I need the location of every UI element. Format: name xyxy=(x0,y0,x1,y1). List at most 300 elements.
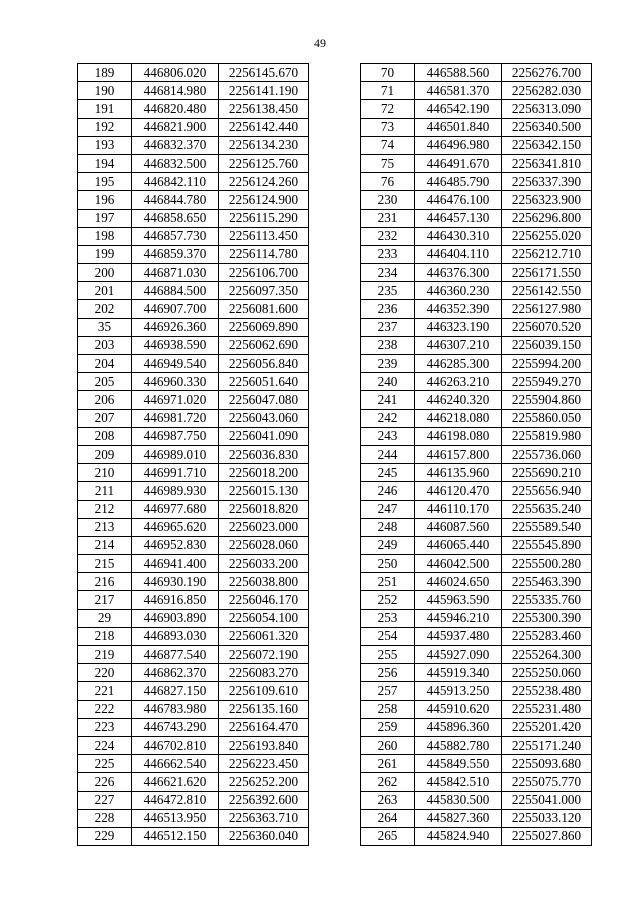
page-number: 49 xyxy=(314,36,326,50)
table-row xyxy=(78,773,309,791)
x-coordinate-cell: 446307.210 xyxy=(415,336,502,354)
y-coordinate-cell: 2256015.130 xyxy=(219,482,309,500)
x-coordinate-cell: 446960.330 xyxy=(132,373,219,391)
point-id-cell: 196 xyxy=(78,191,132,209)
x-coordinate-cell: 446814.980 xyxy=(132,82,219,100)
y-coordinate-cell: 2256106.700 xyxy=(219,264,309,282)
y-coordinate-cell: 2256018.820 xyxy=(219,500,309,518)
point-id-cell: 229 xyxy=(78,827,132,845)
x-coordinate-cell: 446916.850 xyxy=(132,591,219,609)
y-coordinate-cell: 2256313.090 xyxy=(502,100,592,118)
point-id-cell: 255 xyxy=(361,646,415,664)
table-row xyxy=(78,136,309,154)
table-row xyxy=(78,282,309,300)
x-coordinate-cell: 445849.550 xyxy=(415,755,502,773)
point-id-cell: 254 xyxy=(361,627,415,645)
table-row xyxy=(78,191,309,209)
x-coordinate-cell: 446513.950 xyxy=(132,809,219,827)
table-row xyxy=(361,409,592,427)
x-coordinate-cell: 446621.620 xyxy=(132,773,219,791)
table-row xyxy=(361,118,592,136)
point-id-cell: 228 xyxy=(78,809,132,827)
point-id-cell: 198 xyxy=(78,227,132,245)
table-row xyxy=(361,755,592,773)
point-id-cell: 213 xyxy=(78,518,132,536)
y-coordinate-cell: 2256124.260 xyxy=(219,173,309,191)
y-coordinate-cell: 2255231.480 xyxy=(502,700,592,718)
y-coordinate-cell: 2255589.540 xyxy=(502,518,592,536)
x-coordinate-cell: 445963.590 xyxy=(415,591,502,609)
x-coordinate-cell: 446157.800 xyxy=(415,445,502,463)
x-coordinate-cell: 446198.080 xyxy=(415,427,502,445)
x-coordinate-cell: 445946.210 xyxy=(415,609,502,627)
table-row xyxy=(78,64,309,82)
y-coordinate-cell: 2256051.640 xyxy=(219,373,309,391)
y-coordinate-cell: 2255283.460 xyxy=(502,627,592,645)
point-id-cell: 265 xyxy=(361,827,415,845)
point-id-cell: 200 xyxy=(78,264,132,282)
point-id-cell: 209 xyxy=(78,445,132,463)
table-row xyxy=(78,336,309,354)
y-coordinate-cell: 2256340.500 xyxy=(502,118,592,136)
y-coordinate-cell: 2256115.290 xyxy=(219,209,309,227)
point-id-cell: 236 xyxy=(361,300,415,318)
y-coordinate-cell: 2256282.030 xyxy=(502,82,592,100)
y-coordinate-cell: 2256255.020 xyxy=(502,227,592,245)
table-row xyxy=(361,82,592,100)
y-coordinate-cell: 2256070.520 xyxy=(502,318,592,336)
y-coordinate-cell: 2255994.200 xyxy=(502,355,592,373)
x-coordinate-cell: 446965.620 xyxy=(132,518,219,536)
x-coordinate-cell: 446938.590 xyxy=(132,336,219,354)
x-coordinate-cell: 446989.930 xyxy=(132,482,219,500)
y-coordinate-cell: 2256127.980 xyxy=(502,300,592,318)
table-row xyxy=(78,318,309,336)
y-coordinate-cell: 2256135.160 xyxy=(219,700,309,718)
y-coordinate-cell: 2256223.450 xyxy=(219,755,309,773)
x-coordinate-cell: 446404.110 xyxy=(415,245,502,263)
table-row xyxy=(361,482,592,500)
table-row xyxy=(361,573,592,591)
x-coordinate-cell: 446087.560 xyxy=(415,518,502,536)
table-row xyxy=(361,646,592,664)
y-coordinate-cell: 2255264.300 xyxy=(502,646,592,664)
point-id-cell: 257 xyxy=(361,682,415,700)
point-id-cell: 246 xyxy=(361,482,415,500)
table-row xyxy=(361,591,592,609)
y-coordinate-cell: 2255300.390 xyxy=(502,609,592,627)
table-row xyxy=(78,700,309,718)
point-id-cell: 192 xyxy=(78,118,132,136)
x-coordinate-cell: 446743.290 xyxy=(132,718,219,736)
y-coordinate-cell: 2255656.940 xyxy=(502,482,592,500)
x-coordinate-cell: 446893.030 xyxy=(132,627,219,645)
x-coordinate-cell: 446832.500 xyxy=(132,154,219,172)
table-row xyxy=(78,427,309,445)
x-coordinate-cell: 446430.310 xyxy=(415,227,502,245)
x-coordinate-cell: 446971.020 xyxy=(132,391,219,409)
y-coordinate-cell: 2255690.210 xyxy=(502,464,592,482)
point-id-cell: 227 xyxy=(78,791,132,809)
point-id-cell: 244 xyxy=(361,445,415,463)
point-id-cell: 221 xyxy=(78,682,132,700)
x-coordinate-cell: 446135.960 xyxy=(415,464,502,482)
table-row xyxy=(361,500,592,518)
point-id-cell: 206 xyxy=(78,391,132,409)
point-id-cell: 201 xyxy=(78,282,132,300)
x-coordinate-cell: 446987.750 xyxy=(132,427,219,445)
point-id-cell: 29 xyxy=(78,609,132,627)
y-coordinate-cell: 2255033.120 xyxy=(502,809,592,827)
table-row xyxy=(78,154,309,172)
x-coordinate-cell: 446877.540 xyxy=(132,646,219,664)
point-id-cell: 212 xyxy=(78,500,132,518)
point-id-cell: 70 xyxy=(361,64,415,82)
x-coordinate-cell: 446542.190 xyxy=(415,100,502,118)
y-coordinate-cell: 2256125.760 xyxy=(219,154,309,172)
point-id-cell: 207 xyxy=(78,409,132,427)
point-id-cell: 234 xyxy=(361,264,415,282)
y-coordinate-cell: 2256056.840 xyxy=(219,355,309,373)
point-id-cell: 253 xyxy=(361,609,415,627)
x-coordinate-cell: 445842.510 xyxy=(415,773,502,791)
x-coordinate-cell: 446884.500 xyxy=(132,282,219,300)
y-coordinate-cell: 2256061.320 xyxy=(219,627,309,645)
table-row xyxy=(78,464,309,482)
y-coordinate-cell: 2256039.150 xyxy=(502,336,592,354)
y-coordinate-cell: 2255819.980 xyxy=(502,427,592,445)
y-coordinate-cell: 2255250.060 xyxy=(502,664,592,682)
table-row xyxy=(361,154,592,172)
x-coordinate-cell: 445910.620 xyxy=(415,700,502,718)
point-id-cell: 210 xyxy=(78,464,132,482)
y-coordinate-cell: 2256337.390 xyxy=(502,173,592,191)
table-row xyxy=(361,809,592,827)
y-coordinate-cell: 2256109.610 xyxy=(219,682,309,700)
x-coordinate-cell: 446858.650 xyxy=(132,209,219,227)
point-id-cell: 191 xyxy=(78,100,132,118)
table-row xyxy=(78,500,309,518)
x-coordinate-cell: 446360.230 xyxy=(415,282,502,300)
y-coordinate-cell: 2255335.760 xyxy=(502,591,592,609)
point-id-cell: 75 xyxy=(361,154,415,172)
y-coordinate-cell: 2256134.230 xyxy=(219,136,309,154)
y-coordinate-cell: 2256212.710 xyxy=(502,245,592,263)
x-coordinate-cell: 446110.170 xyxy=(415,500,502,518)
x-coordinate-cell: 445824.940 xyxy=(415,827,502,845)
y-coordinate-cell: 2256342.150 xyxy=(502,136,592,154)
y-coordinate-cell: 2255904.860 xyxy=(502,391,592,409)
table-row xyxy=(78,664,309,682)
table-row xyxy=(78,82,309,100)
table-row xyxy=(78,482,309,500)
x-coordinate-cell: 446581.370 xyxy=(415,82,502,100)
y-coordinate-cell: 2255093.680 xyxy=(502,755,592,773)
y-coordinate-cell: 2256164.470 xyxy=(219,718,309,736)
point-id-cell: 222 xyxy=(78,700,132,718)
table-row xyxy=(361,736,592,754)
point-id-cell: 197 xyxy=(78,209,132,227)
table-row xyxy=(78,355,309,373)
x-coordinate-cell: 446588.560 xyxy=(415,64,502,82)
y-coordinate-cell: 2256341.810 xyxy=(502,154,592,172)
coordinates-table-left xyxy=(77,63,309,846)
point-id-cell: 216 xyxy=(78,573,132,591)
table-row xyxy=(78,100,309,118)
table-row xyxy=(78,518,309,536)
y-coordinate-cell: 2255201.420 xyxy=(502,718,592,736)
x-coordinate-cell: 446702.810 xyxy=(132,736,219,754)
table-row xyxy=(361,227,592,245)
y-coordinate-cell: 2255463.390 xyxy=(502,573,592,591)
table-row xyxy=(361,700,592,718)
table-row xyxy=(361,245,592,263)
table-row xyxy=(78,555,309,573)
y-coordinate-cell: 2255171.240 xyxy=(502,736,592,754)
table-row xyxy=(361,791,592,809)
x-coordinate-cell: 446352.390 xyxy=(415,300,502,318)
table-row xyxy=(78,646,309,664)
point-id-cell: 218 xyxy=(78,627,132,645)
point-id-cell: 214 xyxy=(78,536,132,554)
y-coordinate-cell: 2255860.050 xyxy=(502,409,592,427)
y-coordinate-cell: 2255635.240 xyxy=(502,500,592,518)
x-coordinate-cell: 445882.780 xyxy=(415,736,502,754)
y-coordinate-cell: 2256252.200 xyxy=(219,773,309,791)
y-coordinate-cell: 2256124.900 xyxy=(219,191,309,209)
point-id-cell: 190 xyxy=(78,82,132,100)
y-coordinate-cell: 2256069.890 xyxy=(219,318,309,336)
table-row xyxy=(78,736,309,754)
point-id-cell: 239 xyxy=(361,355,415,373)
x-coordinate-cell: 446821.900 xyxy=(132,118,219,136)
x-coordinate-cell: 446218.080 xyxy=(415,409,502,427)
x-coordinate-cell: 446941.400 xyxy=(132,555,219,573)
y-coordinate-cell: 2256141.190 xyxy=(219,82,309,100)
table-row xyxy=(78,791,309,809)
x-coordinate-cell: 446827.150 xyxy=(132,682,219,700)
table-row xyxy=(78,809,309,827)
y-coordinate-cell: 2256023.000 xyxy=(219,518,309,536)
x-coordinate-cell: 445896.360 xyxy=(415,718,502,736)
table-row xyxy=(361,773,592,791)
x-coordinate-cell: 446862.370 xyxy=(132,664,219,682)
x-coordinate-cell: 446485.790 xyxy=(415,173,502,191)
point-id-cell: 224 xyxy=(78,736,132,754)
x-coordinate-cell: 446065.440 xyxy=(415,536,502,554)
y-coordinate-cell: 2255041.000 xyxy=(502,791,592,809)
table-row xyxy=(78,118,309,136)
table-row xyxy=(361,300,592,318)
x-coordinate-cell: 445827.360 xyxy=(415,809,502,827)
table-row xyxy=(78,300,309,318)
x-coordinate-cell: 446952.830 xyxy=(132,536,219,554)
table-row xyxy=(361,355,592,373)
x-coordinate-cell: 446907.700 xyxy=(132,300,219,318)
y-coordinate-cell: 2256323.900 xyxy=(502,191,592,209)
y-coordinate-cell: 2256054.100 xyxy=(219,609,309,627)
x-coordinate-cell: 446842.110 xyxy=(132,173,219,191)
table-row xyxy=(361,191,592,209)
x-coordinate-cell: 446832.370 xyxy=(132,136,219,154)
y-coordinate-cell: 2256138.450 xyxy=(219,100,309,118)
table-row xyxy=(78,227,309,245)
table-row xyxy=(361,282,592,300)
x-coordinate-cell: 446120.470 xyxy=(415,482,502,500)
point-id-cell: 233 xyxy=(361,245,415,263)
y-coordinate-cell: 2256036.830 xyxy=(219,445,309,463)
y-coordinate-cell: 2255500.280 xyxy=(502,555,592,573)
x-coordinate-cell: 446042.500 xyxy=(415,555,502,573)
table-row xyxy=(78,409,309,427)
y-coordinate-cell: 2256046.170 xyxy=(219,591,309,609)
point-id-cell: 248 xyxy=(361,518,415,536)
table-row xyxy=(361,682,592,700)
point-id-cell: 242 xyxy=(361,409,415,427)
y-coordinate-cell: 2256171.550 xyxy=(502,264,592,282)
x-coordinate-cell: 446857.730 xyxy=(132,227,219,245)
point-id-cell: 194 xyxy=(78,154,132,172)
x-coordinate-cell: 446871.030 xyxy=(132,264,219,282)
table-row xyxy=(78,609,309,627)
x-coordinate-cell: 446024.650 xyxy=(415,573,502,591)
y-coordinate-cell: 2256145.670 xyxy=(219,64,309,82)
point-id-cell: 241 xyxy=(361,391,415,409)
x-coordinate-cell: 446977.680 xyxy=(132,500,219,518)
point-id-cell: 74 xyxy=(361,136,415,154)
y-coordinate-cell: 2256142.440 xyxy=(219,118,309,136)
table-row xyxy=(361,609,592,627)
y-coordinate-cell: 2256114.780 xyxy=(219,245,309,263)
x-coordinate-cell: 446930.190 xyxy=(132,573,219,591)
y-coordinate-cell: 2256043.060 xyxy=(219,409,309,427)
x-coordinate-cell: 446903.890 xyxy=(132,609,219,627)
x-coordinate-cell: 445913.250 xyxy=(415,682,502,700)
x-coordinate-cell: 446323.190 xyxy=(415,318,502,336)
point-id-cell: 259 xyxy=(361,718,415,736)
table-row xyxy=(78,264,309,282)
point-id-cell: 219 xyxy=(78,646,132,664)
point-id-cell: 251 xyxy=(361,573,415,591)
x-coordinate-cell: 446285.300 xyxy=(415,355,502,373)
table-row xyxy=(361,464,592,482)
point-id-cell: 215 xyxy=(78,555,132,573)
table-row xyxy=(78,373,309,391)
point-id-cell: 204 xyxy=(78,355,132,373)
y-coordinate-cell: 2255736.060 xyxy=(502,445,592,463)
x-coordinate-cell: 446859.370 xyxy=(132,245,219,263)
y-coordinate-cell: 2255949.270 xyxy=(502,373,592,391)
table-row xyxy=(361,336,592,354)
point-id-cell: 245 xyxy=(361,464,415,482)
table-row xyxy=(361,318,592,336)
table-row xyxy=(361,827,592,845)
x-coordinate-cell: 446472.810 xyxy=(132,791,219,809)
table-row xyxy=(361,518,592,536)
x-coordinate-cell: 446981.720 xyxy=(132,409,219,427)
x-coordinate-cell: 445927.090 xyxy=(415,646,502,664)
x-coordinate-cell: 446989.010 xyxy=(132,445,219,463)
x-coordinate-cell: 446991.710 xyxy=(132,464,219,482)
table-row xyxy=(361,536,592,554)
point-id-cell: 223 xyxy=(78,718,132,736)
table-row xyxy=(361,264,592,282)
point-id-cell: 225 xyxy=(78,755,132,773)
y-coordinate-cell: 2256047.080 xyxy=(219,391,309,409)
y-coordinate-cell: 2256081.600 xyxy=(219,300,309,318)
x-coordinate-cell: 446662.540 xyxy=(132,755,219,773)
x-coordinate-cell: 446263.210 xyxy=(415,373,502,391)
point-id-cell: 202 xyxy=(78,300,132,318)
coordinates-table-right xyxy=(360,63,592,846)
y-coordinate-cell: 2256083.270 xyxy=(219,664,309,682)
x-coordinate-cell: 446949.540 xyxy=(132,355,219,373)
y-coordinate-cell: 2256142.550 xyxy=(502,282,592,300)
y-coordinate-cell: 2256113.450 xyxy=(219,227,309,245)
x-coordinate-cell: 446926.360 xyxy=(132,318,219,336)
table-row xyxy=(361,100,592,118)
y-coordinate-cell: 2256296.800 xyxy=(502,209,592,227)
x-coordinate-cell: 445937.480 xyxy=(415,627,502,645)
table-row xyxy=(78,718,309,736)
y-coordinate-cell: 2256193.840 xyxy=(219,736,309,754)
point-id-cell: 243 xyxy=(361,427,415,445)
y-coordinate-cell: 2256041.090 xyxy=(219,427,309,445)
point-id-cell: 262 xyxy=(361,773,415,791)
y-coordinate-cell: 2256276.700 xyxy=(502,64,592,82)
table-row xyxy=(361,664,592,682)
table-row xyxy=(78,445,309,463)
table-row xyxy=(361,64,592,82)
table-row xyxy=(361,555,592,573)
point-id-cell: 252 xyxy=(361,591,415,609)
y-coordinate-cell: 2256033.200 xyxy=(219,555,309,573)
point-id-cell: 247 xyxy=(361,500,415,518)
table-row xyxy=(78,591,309,609)
table-row xyxy=(361,445,592,463)
table-row xyxy=(361,718,592,736)
x-coordinate-cell: 446501.840 xyxy=(415,118,502,136)
y-coordinate-cell: 2255027.860 xyxy=(502,827,592,845)
point-id-cell: 231 xyxy=(361,209,415,227)
x-coordinate-cell: 445919.340 xyxy=(415,664,502,682)
table-row xyxy=(78,827,309,845)
point-id-cell: 261 xyxy=(361,755,415,773)
table-row xyxy=(78,209,309,227)
table-row xyxy=(78,755,309,773)
y-coordinate-cell: 2256363.710 xyxy=(219,809,309,827)
table-row xyxy=(361,373,592,391)
point-id-cell: 260 xyxy=(361,736,415,754)
point-id-cell: 237 xyxy=(361,318,415,336)
x-coordinate-cell: 446476.100 xyxy=(415,191,502,209)
point-id-cell: 193 xyxy=(78,136,132,154)
y-coordinate-cell: 2256392.600 xyxy=(219,791,309,809)
point-id-cell: 199 xyxy=(78,245,132,263)
point-id-cell: 220 xyxy=(78,664,132,682)
point-id-cell: 258 xyxy=(361,700,415,718)
point-id-cell: 264 xyxy=(361,809,415,827)
x-coordinate-cell: 446820.480 xyxy=(132,100,219,118)
table-row xyxy=(361,427,592,445)
y-coordinate-cell: 2255238.480 xyxy=(502,682,592,700)
x-coordinate-cell: 446783.980 xyxy=(132,700,219,718)
x-coordinate-cell: 445830.500 xyxy=(415,791,502,809)
y-coordinate-cell: 2255075.770 xyxy=(502,773,592,791)
table-row xyxy=(78,682,309,700)
table-row xyxy=(78,573,309,591)
table-row xyxy=(361,136,592,154)
